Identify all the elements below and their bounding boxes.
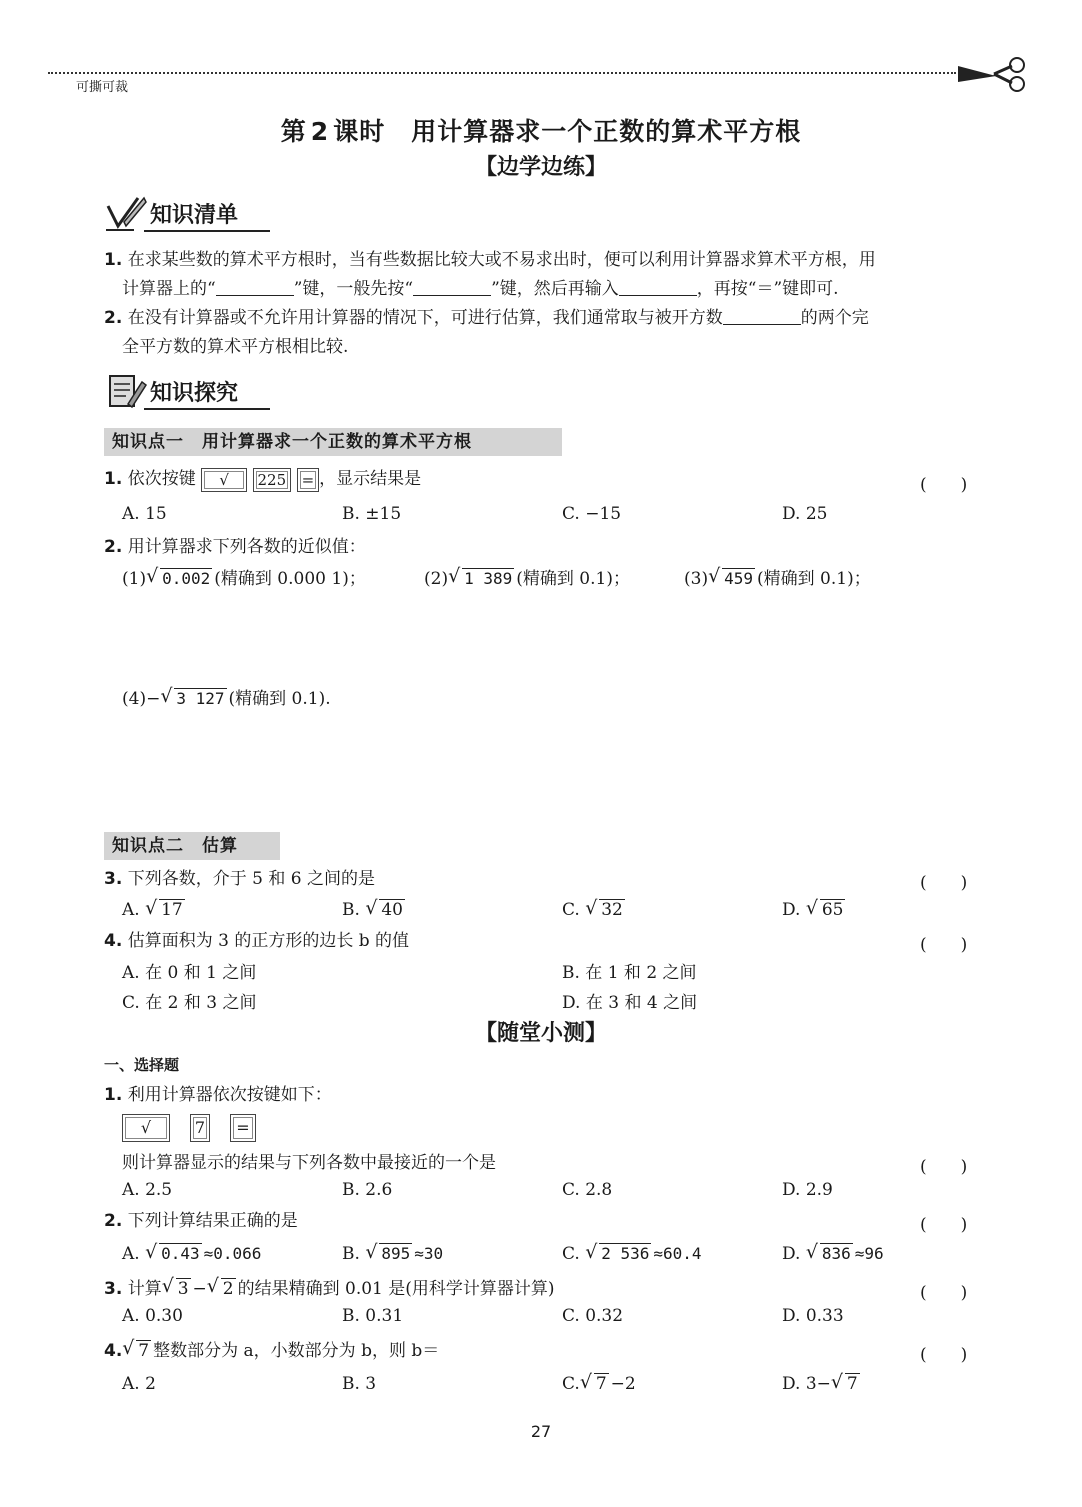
option-d[interactable]: D. 在 3 和 4 之间: [562, 993, 698, 1013]
option-b[interactable]: B. √ 895 ≈30: [342, 1244, 443, 1264]
option-a[interactable]: A. 0.30: [122, 1306, 183, 1326]
title-prefix: 第: [280, 117, 307, 146]
option-c[interactable]: C. 在 2 和 3 之间: [122, 993, 257, 1013]
number-key: 7: [190, 1114, 210, 1142]
knowledge-point-2: 知识点二 估算: [104, 832, 280, 860]
option-a[interactable]: A. √ 0.43 ≈0.066: [122, 1244, 261, 1264]
option-a[interactable]: A. 15: [122, 504, 167, 524]
quiz-q2: 2. 下列计算结果正确的是: [104, 1211, 298, 1231]
answer-paren[interactable]: ( ): [920, 935, 968, 955]
answer-paren[interactable]: ( ): [920, 475, 968, 495]
option-b[interactable]: B. ±15: [342, 504, 402, 524]
equals-key: =: [230, 1114, 256, 1142]
section-title: 知识清单: [150, 203, 239, 228]
knowledge-point-1: 知识点一 用计算器求一个正数的算术平方根: [104, 428, 562, 456]
kp1-q2-part3: (3)√ 459 (精确到 0.1)；: [684, 566, 871, 592]
quiz-q4: 4.√ 7 整数部分为 a，小数部分为 b，则 b＝: [104, 1338, 439, 1364]
answer-blank[interactable]: [619, 279, 697, 296]
answer-paren[interactable]: ( ): [920, 1345, 968, 1365]
equals-key: =: [297, 468, 320, 492]
notebook-pencil-icon: [104, 370, 148, 414]
mc-heading: 一、选择题: [104, 1056, 180, 1074]
option-d[interactable]: D. √ 65: [782, 900, 847, 920]
knowledge-list-q2: 2. 在没有计算器或不允许用计算器的情况下，可进行估算，我们通常取与被开方数 的两个完 全平方数的算术平方根相比较.: [104, 308, 869, 357]
cut-line: [48, 72, 956, 74]
option-b[interactable]: B. √ 40: [342, 900, 407, 920]
kp1-q1: 1. 依次按键 √ 225 = ，显示结果是: [104, 466, 421, 492]
subhead-learn-practice: 【边学边练】: [474, 155, 607, 180]
option-d[interactable]: D. 2.9: [782, 1180, 833, 1200]
kp2-q4: 4. 估算面积为 3 的正方形的边长 b 的值: [104, 931, 410, 951]
answer-blank[interactable]: [723, 308, 801, 325]
answer-paren[interactable]: ( ): [920, 873, 968, 893]
sqrt-key: √: [122, 1114, 170, 1142]
quiz-q1: 1. 利用计算器依次按键如下：: [104, 1085, 332, 1105]
option-c[interactable]: C.√ 7 −2: [562, 1374, 636, 1394]
option-c[interactable]: C. −15: [562, 504, 622, 524]
quiz-q1-text2: 则计算器显示的结果与下列各数中最接近的一个是: [122, 1153, 496, 1173]
knowledge-list-q1: 1. 在求某些数的算术平方根时，当有些数据比较大或不易求出时，便可以利用计算器求算术平方根，用 计算器上的“ ”键，一般先按“ ”键，然后再输入 ，再按“＝”键即可.: [104, 250, 876, 299]
option-a[interactable]: A. 2: [122, 1374, 156, 1394]
option-a[interactable]: A. √ 17: [122, 900, 187, 920]
kp1-q2-part4: (4)−√ 3 127 (精确到 0.1).: [122, 686, 331, 712]
number-key: 225: [253, 468, 292, 492]
kp1-q2-part1: (1)√ 0.002 (精确到 0.000 1)；: [122, 566, 366, 592]
option-b[interactable]: B. 3: [342, 1374, 377, 1394]
option-c[interactable]: C. 2.8: [562, 1180, 613, 1200]
option-c[interactable]: C. √ 2 536 ≈60.4: [562, 1244, 702, 1264]
title-suffix: 课时: [333, 117, 386, 146]
cut-label: 可撕可裁: [76, 80, 129, 95]
answer-paren[interactable]: ( ): [920, 1157, 968, 1177]
title-main: 用计算器求一个正数的算术平方根: [411, 117, 802, 146]
section-title: 知识探究: [150, 381, 239, 406]
answer-blank[interactable]: [216, 279, 294, 296]
option-b[interactable]: B. 2.6: [342, 1180, 393, 1200]
option-a[interactable]: A. 在 0 和 1 之间: [122, 963, 257, 983]
option-d[interactable]: D. 3−√ 7: [782, 1374, 862, 1394]
answer-paren[interactable]: ( ): [920, 1283, 968, 1303]
subhead-quiz: 【随堂小测】: [474, 1021, 607, 1046]
option-b[interactable]: B. 0.31: [342, 1306, 404, 1326]
option-d[interactable]: D. 0.33: [782, 1306, 844, 1326]
title-number: 2: [310, 117, 330, 146]
sqrt-key: √: [201, 468, 247, 492]
page-title: [0, 112, 1082, 148]
option-c[interactable]: C. √ 32: [562, 900, 627, 920]
quiz-q3: 3. 计算√ 3 −√ 2 的结果精确到 0.01 是(用科学计算器计算): [104, 1276, 555, 1302]
option-b[interactable]: B. 在 1 和 2 之间: [562, 963, 697, 983]
section-knowledge-explore: [104, 370, 284, 414]
option-d[interactable]: D. √ 836 ≈96: [782, 1244, 884, 1264]
page-number: 27: [530, 1422, 552, 1441]
kp1-q2: 2. 用计算器求下列各数的近似值：: [104, 537, 366, 557]
section-knowledge-list: [104, 192, 284, 236]
scissors-icon: [956, 56, 1028, 92]
option-c[interactable]: C. 0.32: [562, 1306, 624, 1326]
pen-check-icon: [104, 192, 148, 236]
option-a[interactable]: A. 2.5: [122, 1180, 173, 1200]
kp1-q2-part2: (2)√ 1 389 (精确到 0.1)；: [424, 566, 630, 592]
answer-paren[interactable]: ( ): [920, 1215, 968, 1235]
option-d[interactable]: D. 25: [782, 504, 828, 524]
answer-blank[interactable]: [413, 279, 491, 296]
kp2-q3: 3. 下列各数，介于 5 和 6 之间的是: [104, 869, 375, 889]
